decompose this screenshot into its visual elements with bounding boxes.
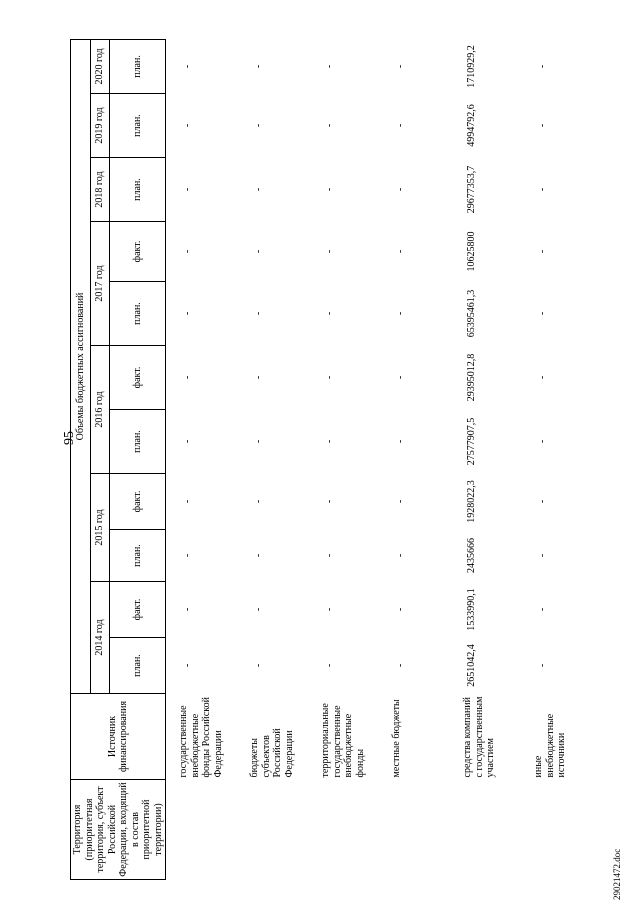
value-cell: - [537, 249, 548, 254]
header-year-2015: 2015 год [90, 474, 110, 582]
page-number: 95 [62, 431, 77, 445]
value-cell: - [395, 607, 406, 612]
value-cell: 1928022,3 [466, 480, 477, 523]
value-cell: - [182, 499, 193, 504]
value-cell: 1533990,1 [466, 588, 477, 631]
value-cell: - [395, 663, 406, 668]
table-body [166, 39, 593, 879]
value-cell: - [537, 375, 548, 380]
header-plan: план. [110, 39, 166, 93]
table-row [521, 39, 592, 879]
header-year-2018: 2018 год [90, 158, 110, 222]
table-row [379, 39, 450, 879]
header-plan: план. [110, 410, 166, 474]
value-cell: - [395, 439, 406, 444]
value-cell: 27577907,5 [466, 417, 477, 466]
value-cell: - [324, 439, 335, 444]
value-cell: 4994792,6 [466, 104, 477, 147]
source-cell: государственные внебюджетные фонды Российской Федерации [178, 697, 224, 778]
value-cell: - [182, 64, 193, 69]
value-cell: - [395, 553, 406, 558]
rotated-table-container [70, 40, 567, 880]
source-cell: территориальные государственные внебюджетные фонды [320, 703, 366, 778]
value-cell: 2435666 [466, 538, 477, 573]
header-plan: план. [110, 94, 166, 158]
value-cell: - [324, 64, 335, 69]
header-plan: план. [110, 158, 166, 222]
header-plan: план. [110, 282, 166, 346]
value-cell: 1710929,2 [466, 45, 477, 88]
source-cell: средства компаний с государственным участием [462, 696, 496, 778]
value-cell: - [395, 123, 406, 128]
value-cell: 65395461,3 [466, 289, 477, 338]
header-plan: план. [110, 638, 166, 694]
value-cell: - [324, 123, 335, 128]
table-row [450, 39, 521, 879]
value-cell: - [182, 663, 193, 668]
value-cell: - [253, 64, 264, 69]
value-cell: - [537, 663, 548, 668]
budget-table [70, 39, 592, 880]
value-cell: - [182, 249, 193, 254]
value-cell: - [253, 249, 264, 254]
value-cell: - [324, 249, 335, 254]
value-cell: - [182, 123, 193, 128]
header-year-2016: 2016 год [90, 346, 110, 474]
header-year-2014: 2014 год [90, 582, 110, 694]
value-cell: - [537, 311, 548, 316]
territory-cell [308, 780, 379, 880]
value-cell: - [182, 375, 193, 380]
value-cell: - [537, 187, 548, 192]
header-territory: Территория (приоритетная территория, субъект Российской Федерации, входящий в состав приоритетной территории) [71, 780, 166, 880]
value-cell: - [182, 553, 193, 558]
source-cell: местные бюджеты [391, 699, 402, 778]
value-cell: - [324, 375, 335, 380]
source-cell: бюджеты субъектов Российской Федерации [249, 728, 295, 778]
header-volumes: Объемы бюджетных ассигнований [71, 39, 91, 693]
value-cell: - [253, 311, 264, 316]
value-cell: - [395, 499, 406, 504]
value-cell: - [253, 607, 264, 612]
footer-filename: 29021472.doc [612, 848, 622, 900]
value-cell: - [182, 439, 193, 444]
value-cell: - [395, 187, 406, 192]
value-cell: - [324, 311, 335, 316]
value-cell: - [182, 311, 193, 316]
source-cell: иные внебюджетные источники [533, 713, 567, 778]
value-cell: - [537, 123, 548, 128]
table-row [237, 39, 308, 879]
value-cell: - [537, 607, 548, 612]
value-cell: - [395, 311, 406, 316]
value-cell: - [253, 123, 264, 128]
value-cell: - [253, 375, 264, 380]
value-cell: - [324, 553, 335, 558]
value-cell: - [324, 499, 335, 504]
value-cell: 29395012,8 [466, 353, 477, 402]
header-fact: факт. [110, 582, 166, 638]
table-row [166, 39, 238, 879]
value-cell: 29677353,7 [466, 165, 477, 214]
territory-cell [166, 780, 238, 880]
value-cell: - [395, 249, 406, 254]
value-cell: - [537, 499, 548, 504]
header-source: Источник финансирования [71, 694, 166, 780]
header-fact: факт. [110, 346, 166, 410]
territory-cell [237, 780, 308, 880]
header-fact: факт. [110, 222, 166, 282]
header-year-2019: 2019 год [90, 94, 110, 158]
value-cell: - [253, 663, 264, 668]
value-cell: - [395, 375, 406, 380]
value-cell: - [253, 187, 264, 192]
header-year-2020: 2020 год [90, 39, 110, 93]
value-cell: - [537, 553, 548, 558]
value-cell: - [324, 187, 335, 192]
territory-cell [521, 780, 592, 880]
value-cell: 10625800 [466, 231, 477, 272]
value-cell: - [324, 663, 335, 668]
value-cell: - [537, 64, 548, 69]
value-cell: - [253, 439, 264, 444]
table-row [308, 39, 379, 879]
territory-cell [379, 780, 450, 880]
value-cell: - [537, 439, 548, 444]
value-cell: - [395, 64, 406, 69]
value-cell: - [182, 187, 193, 192]
territory-cell [450, 780, 521, 880]
value-cell: - [253, 553, 264, 558]
value-cell: - [253, 499, 264, 504]
header-fact: факт. [110, 474, 166, 530]
value-cell: - [324, 607, 335, 612]
header-year-2017: 2017 год [90, 222, 110, 346]
value-cell: 2651042,4 [466, 644, 477, 687]
value-cell: - [182, 607, 193, 612]
header-plan: план. [110, 530, 166, 582]
